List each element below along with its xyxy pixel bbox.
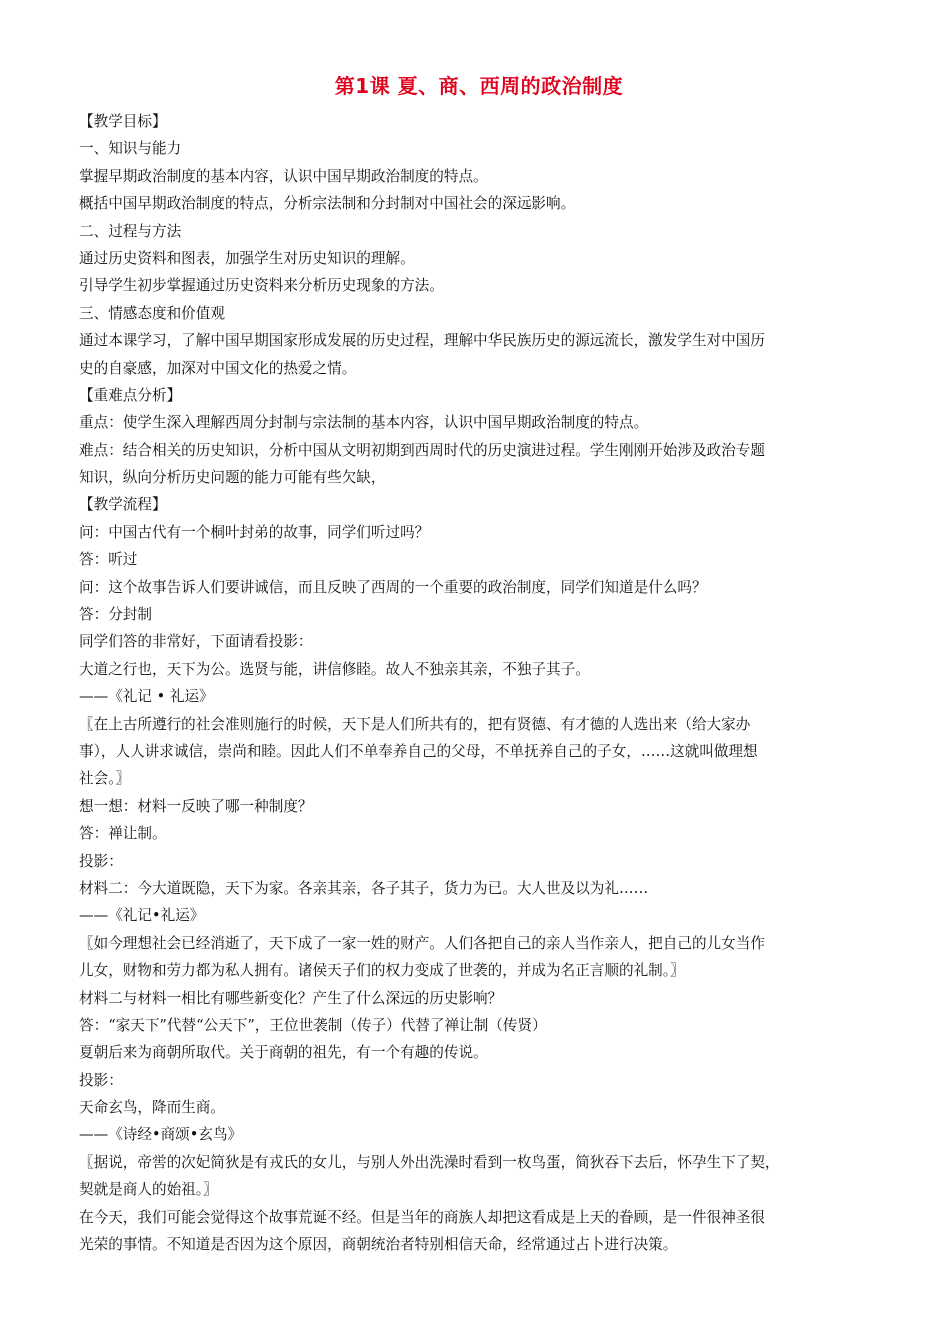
text-line: 〖据说，帝喾的次妃简狄是有戎氏的女儿，与别人外出洗澡时看到一枚鸟蛋，简狄吞下去后，怀孕生下了契， [79, 1153, 780, 1171]
text-line: 想一想：材料一反映了哪一种制度？ [79, 797, 313, 815]
text-line: 掌握早期政治制度的基本内容，认识中国早期政治制度的特点。 [79, 167, 488, 185]
text-line: 天命玄鸟，降而生商。 [79, 1099, 225, 1117]
text-line: ——《诗经•商颂•玄鸟》 [79, 1126, 243, 1144]
text-line: ——《礼记•礼运》 [79, 907, 205, 925]
text-line: 儿女，财物和劳力都为私人拥有。诸侯天子们的权力变成了世袭的，并成为名正言顺的礼制。〗 [79, 962, 685, 980]
text-line: 一、知识与能力 [79, 140, 182, 158]
text-line: 答：“家天下”代替“公天下”，王位世袭制（传子）代替了禅让制（传贤） [79, 1016, 547, 1034]
text-line: 〖在上古所遵行的社会准则施行的时候，天下是人们所共有的，把有贤德、有才德的人选出来（给大家办 [79, 715, 751, 733]
text-line: 【教学目标】 [79, 113, 167, 130]
text-line: 契就是商人的始祖。〗 [79, 1181, 218, 1199]
document-body [79, 108, 879, 1258]
text-line: 投影： [79, 1071, 123, 1089]
text-line: 知识，纵向分析历史问题的能力可能有些欠缺， [79, 469, 386, 487]
text-line: 二、过程与方法 [79, 222, 182, 240]
text-line: 社会。〗 [79, 770, 131, 788]
text-line: 答：听过 [79, 551, 138, 569]
text-line: 〖如今理想社会已经消逝了，天下成了一家一姓的财产。人们各把自己的亲人当作亲人，把自己的儿女当作 [79, 934, 765, 952]
text-line: 重点：使学生深入理解西周分封制与宗法制的基本内容，认识中国早期政治制度的特点。 [79, 414, 649, 432]
page-title: 第1课 夏、商、西周的政治制度 [334, 74, 624, 98]
text-line: 三、情感态度和价值观 [79, 304, 225, 322]
text-line: 同学们答的非常好，下面请看投影： [79, 633, 313, 651]
text-line: 答：禅让制。 [79, 825, 167, 843]
text-line: 投影： [79, 852, 123, 870]
document-page [79, 70, 879, 1258]
text-line: 材料二与材料一相比有哪些新变化？产生了什么深远的历史影响？ [79, 989, 503, 1007]
text-line: 通过本课学习，了解中国早期国家形成发展的历史过程，理解中华民族历史的源远流长，激发学生对中国历 [79, 332, 765, 350]
text-line: 夏朝后来为商朝所取代。关于商朝的祖先，有一个有趣的传说。 [79, 1044, 488, 1062]
text-line: 史的自豪感，加深对中国文化的热爱之情。 [79, 359, 357, 377]
text-line: 引导学生初步掌握通过历史资料来分析历史现象的方法。 [79, 277, 444, 295]
text-line: 问：这个故事告诉人们要讲诚信，而且反映了西周的一个重要的政治制度，同学们知道是什么吗？ [79, 578, 707, 596]
text-line: 【教学流程】 [79, 496, 167, 514]
text-line: 大道之行也，天下为公。选贤与能，讲信修睦。故人不独亲其亲，不独子其子。 [79, 660, 590, 678]
text-line: 材料二：今大道既隐，天下为家。各亲其亲，各子其子，货力为已。大人世及以为礼…… [79, 879, 649, 897]
text-line: 事），人人讲求诚信，崇尚和睦。因此人们不单奉养自己的父母，不单抚养自己的子女，……这就叫做理想 [79, 742, 758, 760]
text-line: 难点：结合相关的历史知识，分析中国从文明初期到西周时代的历史演进过程。学生刚刚开始涉及政治专题 [79, 441, 765, 459]
text-line: ——《礼记 • 礼运》 [79, 688, 214, 706]
text-line: 在今天，我们可能会觉得这个故事荒诞不经。但是当年的商族人却把这看成是上天的眷顾，是一件很神圣很 [79, 1208, 765, 1226]
text-line: 通过历史资料和图表，加强学生对历史知识的理解。 [79, 249, 415, 267]
text-line: 概括中国早期政治制度的特点，分析宗法制和分封制对中国社会的深远影响。 [79, 195, 576, 213]
text-line: 光荣的事情。不知道是否因为这个原因，商朝统治者特别相信天命，经常通过占卜进行决策。 [79, 1236, 678, 1254]
text-line: 【重难点分析】 [79, 386, 182, 404]
text-line: 答：分封制 [79, 606, 152, 624]
text-line: 问：中国古代有一个桐叶封弟的故事，同学们听过吗？ [79, 523, 430, 541]
